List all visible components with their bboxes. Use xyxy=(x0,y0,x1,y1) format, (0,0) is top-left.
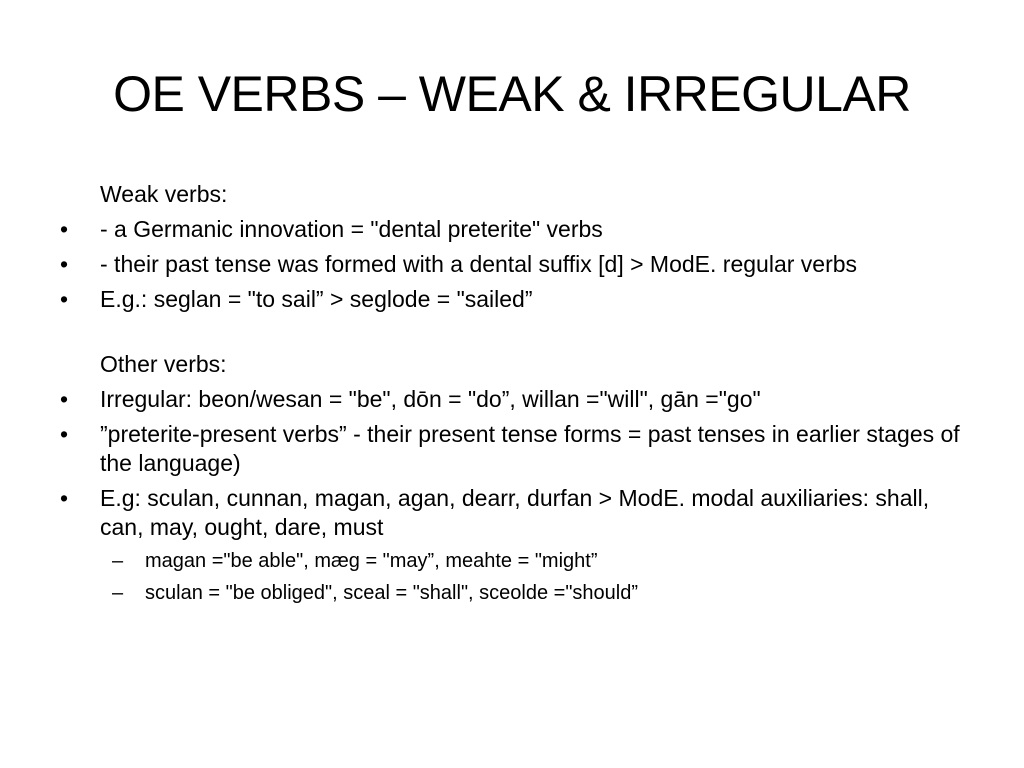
bullet-text: E.g.: seglan = "to sail” > seglode = "sailed” xyxy=(100,286,533,312)
bullet-text: - a Germanic innovation = "dental preterite" verbs xyxy=(100,216,603,242)
sub-bullet-item xyxy=(60,580,960,606)
sub-bullet-text: sculan = "be obliged", sceal = "shall", sceolde ="should” xyxy=(145,582,639,604)
bullet-text: ”preterite-present verbs” - their present tense forms = past tenses in earlier stages of the language) xyxy=(100,421,960,476)
dash-icon: – xyxy=(112,550,124,572)
sub-bullet-text: magan ="be able", mæg = "may”, meahte = "might” xyxy=(145,550,598,572)
bullet-icon: • xyxy=(60,421,69,447)
bullet-icon: • xyxy=(60,286,69,312)
bullet-item xyxy=(60,385,960,414)
bullet-text: - their past tense was formed with a dental suffix [d] > ModE. regular verbs xyxy=(100,251,858,277)
bullet-item xyxy=(60,420,960,478)
weak-verbs-heading: Weak verbs: xyxy=(100,181,228,207)
slide-body xyxy=(60,180,960,612)
bullet-icon: • xyxy=(60,386,69,412)
bullet-text: Irregular: beon/wesan = "be", dōn = "do”, willan ="will", gān ="go" xyxy=(100,386,761,412)
bullet-item xyxy=(60,215,960,244)
spacer xyxy=(60,320,960,350)
bullet-item xyxy=(60,250,960,279)
bullet-icon: • xyxy=(60,251,69,277)
bullet-item xyxy=(60,285,960,314)
sub-bullet-item xyxy=(60,548,960,574)
bullet-text: E.g: sculan, cunnan, magan, agan, dearr, durfan > ModE. modal auxiliaries: shall, can, may, ought, dare, must xyxy=(100,485,930,540)
bullet-icon: • xyxy=(60,485,69,511)
other-verbs-heading: Other verbs: xyxy=(100,351,227,377)
bullet-icon: • xyxy=(60,216,69,242)
dash-icon: – xyxy=(112,582,124,604)
slide-title: OE VERBS – WEAK & IRREGULAR xyxy=(113,66,911,122)
bullet-item xyxy=(60,484,960,542)
